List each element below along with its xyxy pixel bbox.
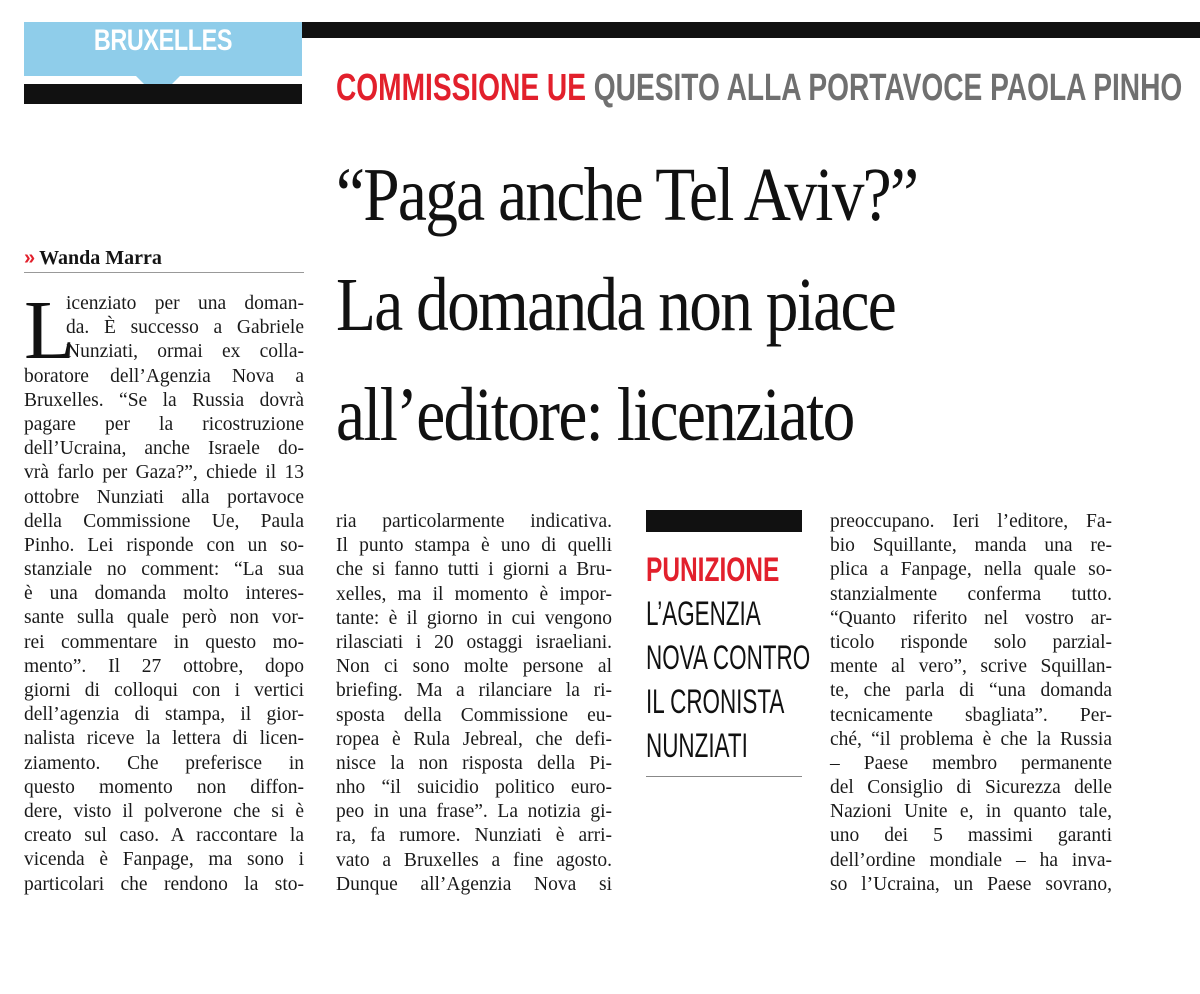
article-column-1	[24, 284, 304, 897]
sidebar-title: PUNIZIONE	[646, 551, 780, 589]
text-line: Nunziati, ormai ex colla-	[66, 341, 304, 363]
byline-arrows-icon: »	[24, 247, 36, 269]
text-line: questo momento non diffon-	[24, 776, 304, 798]
sidebar-line: NOVA CONTRO	[646, 639, 811, 677]
text-line: mento”. Il 27 ottobre, dopo	[24, 655, 304, 677]
sidebar-rule-bottom	[646, 776, 802, 777]
text-line: tecnicamente sbagliata”. Per-	[830, 704, 1112, 726]
sidebar-line: NUNZIATI	[646, 727, 748, 765]
byline-author: Wanda Marra	[39, 247, 162, 269]
text-line: creato sul caso. A raccontare la	[24, 825, 304, 847]
text-line: briefing. Ma a rilanciare la ri-	[336, 680, 612, 702]
text-line: Pinho. Lei risponde con un so-	[24, 534, 304, 556]
text-line: “Quanto riferito nel vostro ar-	[830, 607, 1112, 629]
text-line: icenziato per una doman-	[66, 293, 304, 314]
text-line: vrà farlo per Gaza?”, chiede il 13	[24, 462, 304, 484]
text-line: Nazioni Unite e, in quanto tale,	[830, 801, 1112, 823]
text-line: Non ci sono molte persone al	[336, 656, 612, 678]
text-line: ottobre Nunziati alla portavoce	[24, 486, 304, 508]
text-line: stanziale no comment: “La sua	[24, 559, 304, 581]
kicker-highlight: COMMISSIONE UE	[336, 67, 586, 109]
text-line: dell’ordine mondiale – ha inva-	[830, 849, 1112, 871]
text-line: rilasciati i 20 ostaggi israeliani.	[336, 631, 612, 653]
text-line: sante sulla quale però non vor-	[24, 607, 304, 629]
text-line: ra, fa rumore. Nunziati è arri-	[336, 825, 612, 847]
text-line: Dunque all’Agenzia Nova si	[336, 873, 612, 895]
text-line: ria particolarmente indicativa.	[336, 511, 612, 532]
text-line: vato a Bruxelles a fine agosto.	[336, 849, 612, 871]
text-line: pagare per la ricostruzione	[24, 413, 304, 435]
text-line: sposta della Commissione eu-	[336, 704, 612, 726]
text-line: dell’agenzia di stampa, il gior-	[24, 704, 304, 726]
text-line: rei commentare in questo mo-	[24, 631, 304, 653]
text-line: giorni di colloqui con i vertici	[24, 680, 304, 701]
article-column-2	[336, 510, 612, 897]
headline-line: “Paga anche Tel Aviv?”	[336, 153, 918, 237]
text-line: è una domanda molto interes-	[24, 583, 304, 605]
text-line: – Paese membro permanente	[830, 752, 1112, 774]
text-line: so l’Ucraina, un Paese sovrano,	[830, 873, 1112, 895]
text-line: nho “il suicidio politico euro-	[336, 777, 612, 799]
headline-line: La domanda non piace	[336, 263, 896, 347]
byline	[24, 246, 304, 273]
text-line: preoccupano. Ieri l’editore, Fa-	[830, 511, 1112, 532]
kicker-text: QUESITO ALLA PORTAVOCE PAOLA PINHO	[593, 67, 1183, 109]
text-line: nalista riceve la lettera di licen-	[24, 728, 304, 750]
text-line: della Commissione Ue, Paula	[24, 510, 304, 532]
text-line: bio Squillante, manda una re-	[830, 535, 1112, 557]
text-line: xelles, ma il momento è impor-	[336, 583, 612, 605]
text-line: te, che parla di “una domanda	[830, 680, 1112, 702]
text-line: plica a Fanpage, nella quale so-	[830, 559, 1112, 581]
text-line: mente al vero”, scrive Squillan-	[830, 656, 1112, 678]
text-line: che si fanno tutti i giorni a Bru-	[336, 559, 612, 581]
text-line: dere, visto il polverone che si è	[24, 800, 304, 822]
article-column-3	[830, 510, 1112, 897]
text-line: vicenda è Fanpage, ma sono i	[24, 849, 304, 871]
headline-line: all’editore: licenziato	[336, 373, 854, 457]
headline	[336, 140, 1196, 470]
text-line: ziamento. Che preferisce in	[24, 752, 304, 774]
text-line: peo in una frase”. La notizia gi-	[336, 801, 612, 823]
sidebar-line: L’AGENZIA	[646, 595, 761, 633]
text-line: Il punto stampa è uno di quelli	[336, 535, 612, 557]
text-line: da. È successo a Gabriele	[66, 317, 304, 339]
text-line: tante: è il giorno in cui vengono	[336, 607, 612, 629]
section-rule-left	[24, 84, 302, 104]
text-line: stanzialmente conferma tutto.	[830, 583, 1112, 605]
header-rule-top	[302, 22, 1200, 38]
text-line: boratore dell’Agenzia Nova a	[24, 365, 304, 387]
section-label: BRUXELLES	[93, 24, 233, 57]
text-line: ché, “il problema è che la Russia	[830, 728, 1112, 750]
text-line: particolari che rendono la sto-	[24, 873, 304, 895]
sidebar-rule-top	[646, 510, 802, 532]
drop-cap: L	[24, 284, 76, 377]
text-line: Bruxelles. “Se la Russia dovrà	[24, 389, 304, 411]
sidebar-line: IL CRONISTA	[646, 683, 785, 721]
text-line: dell’Ucraina, anche Israele do-	[24, 438, 304, 460]
kicker	[336, 68, 1182, 108]
text-line: nisce la non risposta della Pi-	[336, 752, 612, 774]
text-line: ticolo risponde solo parzial-	[830, 631, 1112, 653]
text-line: del Consiglio di Sicurezza delle	[830, 777, 1112, 799]
text-line: ropea è Rula Jebreal, che defi-	[336, 728, 612, 750]
text-line: uno dei 5 massimi garanti	[830, 825, 1112, 847]
